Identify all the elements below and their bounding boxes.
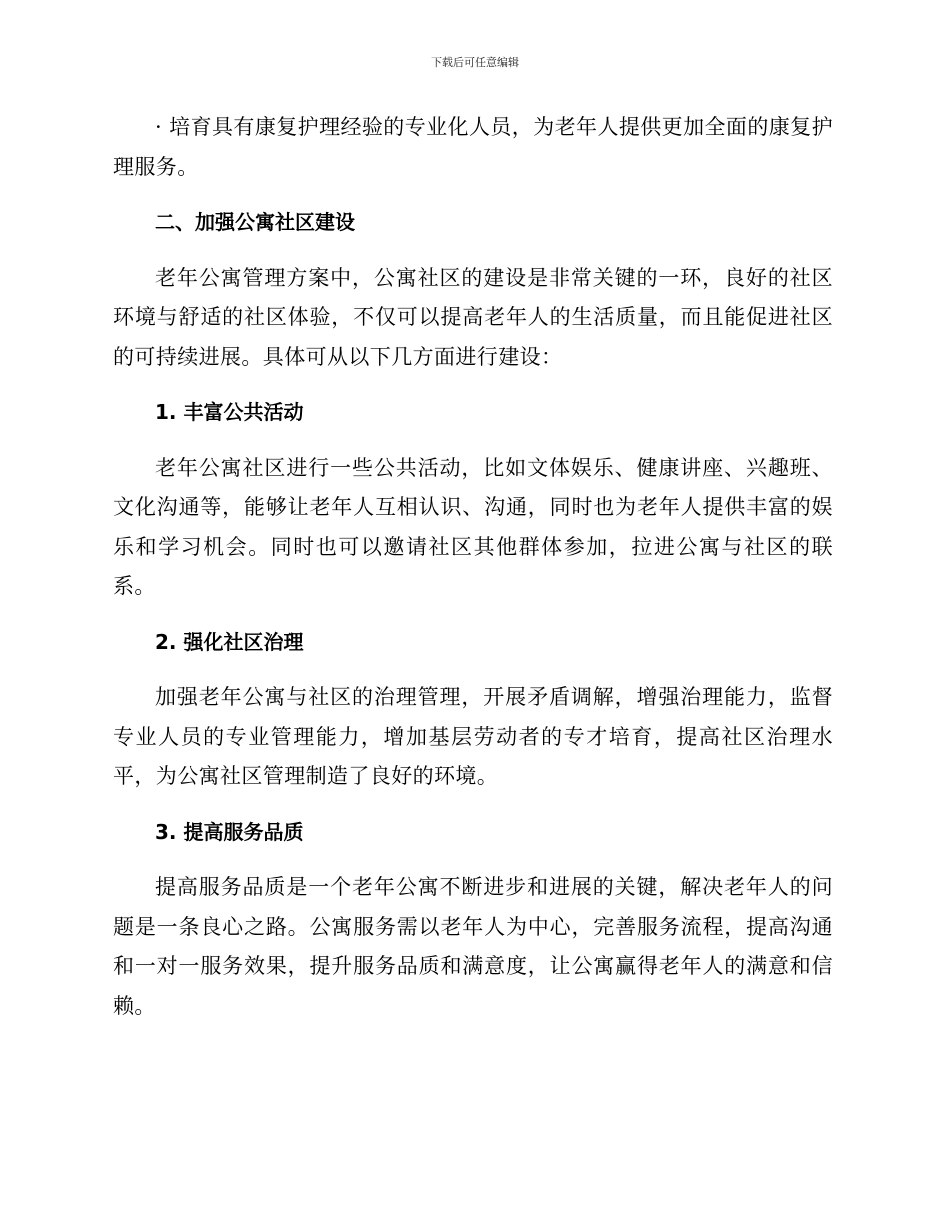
page-header: 下载后可任意编辑 xyxy=(431,56,519,69)
document-body xyxy=(113,108,833,1026)
subsection-title: 1. 丰富公共活动 xyxy=(155,400,304,424)
intro-paragraph: 老年公寓管理方案中，公寓社区的建设是非常关键的一环，良好的社区环境与舒适的社区体验，不仅可以提高老年人的生活质量，而且能促进社区的可持续进展。具体可从以下几方面进行建设： xyxy=(113,265,833,369)
section-title: 二、加强公寓社区建设 xyxy=(155,210,355,234)
subsection-title: 2. 强化社区治理 xyxy=(155,629,304,654)
subsection-title: 3. 提高服务品质 xyxy=(155,819,304,844)
bullet-paragraph: · 培育具有康复护理经验的专业化人员，为老年人提供更加全面的康复护理服务。 xyxy=(113,115,833,179)
subsection-paragraph: 提高服务品质是一个老年公寓不断进步和进展的关键，解决老年人的问题是一条良心之路。公寓服务需以老年人为中心，完善服务流程，提高沟通和一对一服务效果，提升服务品质和满意度，让公寓赢得老年人的满意和信赖。 xyxy=(113,875,833,1018)
subsection-paragraph: 老年公寓社区进行一些公共活动，比如文体娱乐、健康讲座、兴趣班、文化沟通等，能够让老年人互相认识、沟通，同时也为老年人提供丰富的娱乐和学习机会。同时也可以邀请社区其他群体参加，拉进公寓与社区的联系。 xyxy=(113,455,833,598)
subsection-paragraph: 加强老年公寓与社区的治理管理，开展矛盾调解，增强治理能力，监督专业人员的专业管理能力，增加基层劳动者的专才培育，提高社区治理水平，为公寓社区管理制造了良好的环境。 xyxy=(113,685,833,788)
